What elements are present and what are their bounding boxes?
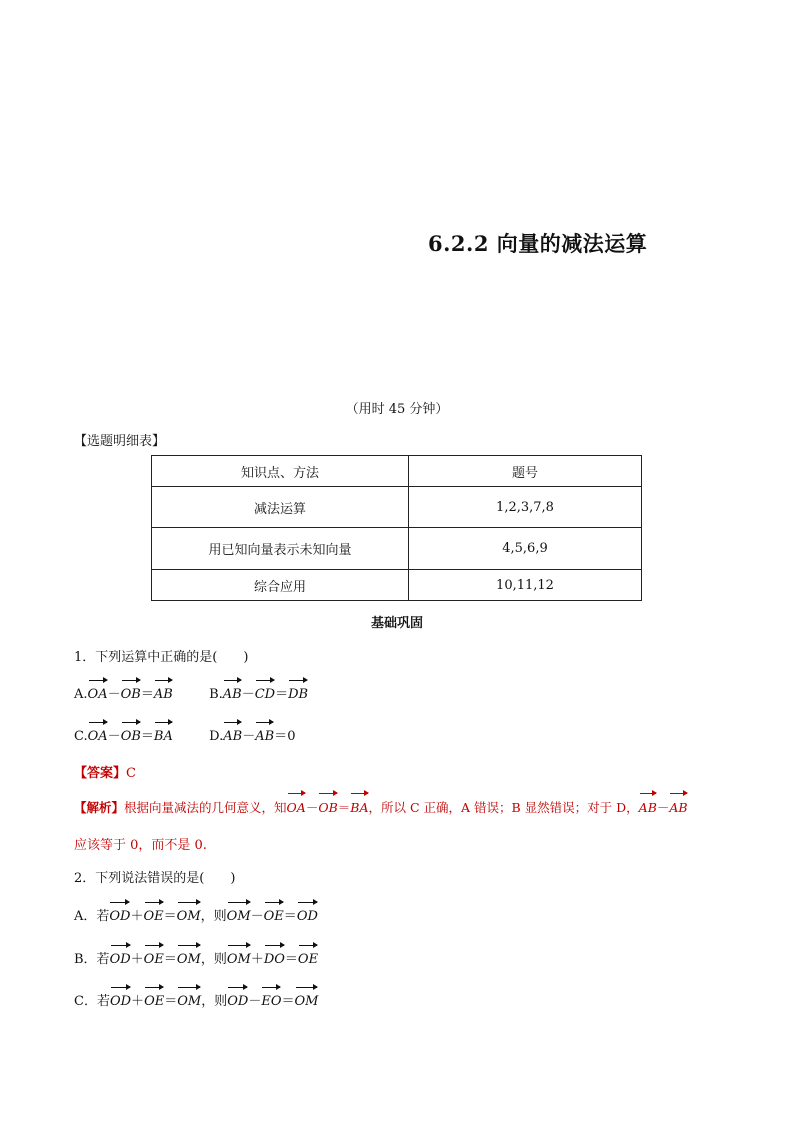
equals: ＝ [281,994,295,1009]
q1-option-c [74,725,173,744]
table-cell-topic: 综合应用 [152,570,409,601]
equals: ＝ [283,909,297,924]
q1-analysis-continued: 应该等于 0，而不是 0. [74,838,207,853]
operator: ＋ [131,994,145,1009]
vector: OE [143,952,164,967]
vector: OM [226,952,251,967]
conjunction: ，则 [201,994,228,1009]
vector: AB [223,729,243,744]
table-cell-numbers: 4,5,6,9 [409,528,642,570]
equals: ＝ [337,800,351,815]
subheading: 基础巩固 [370,616,423,631]
vector: OE [144,994,165,1009]
vector: OB [120,729,141,744]
table-cell-topic: 用已知向量表示未知向量 [152,528,409,570]
vector: OD [109,909,131,924]
option-prefix: C．若 [74,994,110,1009]
table-row [152,570,642,601]
operator: － [248,994,262,1009]
operator: － [656,800,670,815]
operator: － [305,800,319,815]
operator: － [242,729,256,744]
analysis-text: 根据向量减法的几何意义，知 [124,800,287,815]
q1-options-cd [74,725,295,744]
vector: OM [226,909,251,924]
table-header-row [152,456,642,487]
option-prefix: A. [74,687,88,702]
vector: OD [227,994,249,1009]
operator: － [250,909,264,924]
vector: OD [109,952,131,967]
vector: AB [153,687,173,702]
section-label: 【选题明细表】 [74,434,166,449]
answer-label: 【答案】 [74,766,127,781]
vector: OM [176,909,201,924]
vector: OM [177,994,202,1009]
q2-option-b [74,948,318,967]
q1-analysis [74,798,688,816]
time-note: （用时 45 分钟） [345,402,449,417]
vector: AB [255,729,275,744]
vector: OD [109,994,132,1009]
equals: ＝ [275,687,289,702]
operator: － [241,687,255,702]
vector: OE [297,952,319,967]
vector: DO [263,952,285,967]
q1-answer [74,762,136,781]
vector: OB [120,687,141,702]
q1-option-b [209,683,308,702]
table-row [152,528,642,570]
vector: DB [288,687,309,702]
vector: BA [350,800,369,815]
table-cell-numbers: 1,2,3,7,8 [409,487,642,528]
equals: ＝ [164,994,178,1009]
equals: ＝ [140,729,154,744]
vector: EO [261,994,282,1009]
vector: OB [318,800,338,815]
vector: OM [176,952,201,967]
operator: － [107,687,121,702]
option-prefix: B．若 [74,952,110,967]
vector: OA [87,729,108,744]
conjunction: ，则 [200,909,227,924]
vector: OA [286,800,306,815]
vector: OE [143,909,164,924]
vector: OM [294,994,319,1009]
q1-options-ab [74,683,308,702]
operator: ＋ [130,909,144,924]
vector: OE [263,909,284,924]
analysis-label: 【解析】 [74,800,125,815]
vector: OD [296,909,318,924]
table-header-numbers: 题号 [409,456,642,487]
q2-option-c [74,990,318,1009]
table-cell-topic: 减法运算 [152,487,409,528]
q1-option-a [74,683,173,702]
table-header-topic: 知识点、方法 [152,456,409,487]
q1-option-d [209,725,295,744]
operator: ＋ [250,952,264,967]
vector: BA [153,729,173,744]
vector: CD [254,687,276,702]
q2-option-a [74,905,318,924]
vector: AB [638,800,657,815]
zero-value: 0 [287,729,296,744]
vector: AB [669,800,688,815]
q2-stem: 2．下列说法错误的是( ) [74,871,236,886]
equals: ＝ [163,952,177,967]
table-row [152,487,642,528]
operator: ＋ [130,952,144,967]
topic-table [151,455,642,601]
option-prefix: B. [209,687,223,702]
vector: AB [222,687,242,702]
analysis-text: ，所以 C 正确，A 错误；B 显然错误；对于 D， [368,800,639,815]
option-prefix: A．若 [74,909,110,924]
conjunction: ，则 [200,952,227,967]
option-prefix: C. [74,729,88,744]
answer-value: C [126,766,136,781]
q1-stem: 1．下列运算中正确的是( ) [74,650,249,665]
operator: － [107,729,121,744]
vector: OA [87,687,108,702]
option-prefix: D. [209,729,224,744]
equals: ＝ [284,952,298,967]
equals: ＝ [163,909,177,924]
equals: ＝ [274,729,288,744]
table-cell-numbers: 10,11,12 [409,570,642,601]
equals: ＝ [140,687,154,702]
page-title: 6.2.2 向量的减法运算 [428,231,648,256]
